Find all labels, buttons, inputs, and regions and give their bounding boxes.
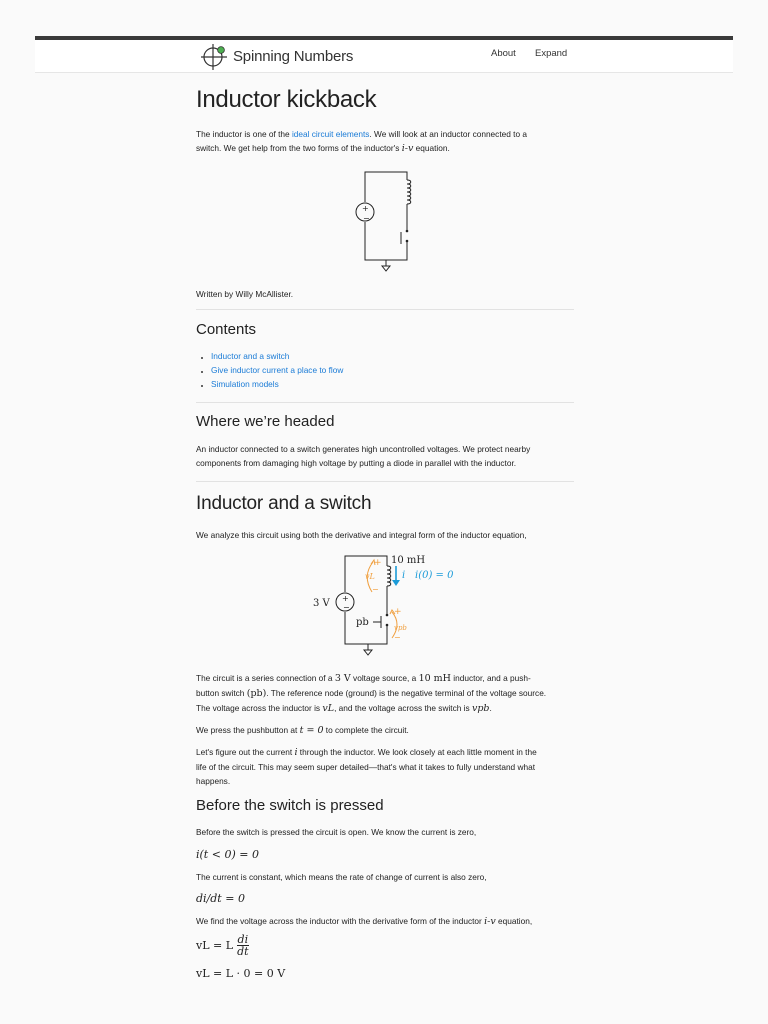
contents-item [211,377,343,391]
constant-paragraph: The current is constant, which means the rate of change of current is also zero, [196,872,487,882]
nav-link-expand[interactable]: Expand [535,48,568,59]
current-label: i [402,570,406,581]
press-paragraph: We press the pushbutton at t = 0 to complete the circuit. [196,725,409,736]
divider [196,481,574,482]
brand-name: Spinning Numbers [233,47,354,65]
initial-current-label: i(0) = 0 [415,570,454,581]
toc-link-current-place[interactable]: Give inductor current a place to flow [211,365,344,375]
contents-item [211,363,343,377]
intro-paragraph: The inductor is one of the ideal circuit elements. We will look at an inductor connected to a switch. We get help from the two forms of the inductor's i-v equation. [196,129,527,154]
section-heading-inductor-switch: Inductor and a switch [196,493,372,514]
brand[interactable] [200,40,353,72]
svg-text:−: − [363,214,370,223]
figure-out-paragraph: Let's figure out the current i through the inductor. We look closely at each little moment in the life of the circuit. This may seem super detailed—that's what it takes to fully understand what happens. [196,747,537,786]
contents-heading: Contents [196,321,257,338]
open-paragraph: Before the switch is pressed the circuit is open. We know the current is zero, [196,827,477,837]
logo-icon [200,41,230,71]
equation-vl-derivative: vL = L $\frac{di}{dt}$ [196,933,249,958]
toc-link-simulation[interactable]: Simulation models [211,379,279,389]
svg-text:−: − [372,585,379,594]
svg-text:−: − [343,603,350,612]
byline: Written by Willy McAllister. [196,289,294,299]
svg-text:+: + [394,607,402,617]
contents-item [211,349,343,363]
divider [196,402,574,403]
section-heading-before-switch: Before the switch is pressed [196,797,384,814]
contents-list [196,349,343,391]
equation-didt-zero: di/dt = 0 [196,892,245,905]
annotated-circuit [310,552,460,662]
ideal-elements-link[interactable]: ideal circuit elements [291,129,370,139]
equation-vl-zero: vL = L · 0 = 0 V [196,967,286,980]
inductance-label: 10 mH [391,555,426,566]
svg-text:+: + [374,558,382,568]
svg-text:−: − [394,633,401,642]
toc-link-inductor-switch[interactable]: Inductor and a switch [211,351,290,361]
headed-paragraph: An inductor connected to a switch generates high uncontrolled voltages. We protect nearby components from damaging high voltage by putting a diode in parallel with the inductor. [196,444,531,468]
find-voltage-paragraph: We find the voltage across the inductor with the derivative form of the inductor i-v equation, [196,916,533,927]
navbar [35,40,733,73]
equation-i-zero: i(t < 0) = 0 [196,848,259,861]
svg-text:+: + [362,204,369,213]
inductor-switch-circuit [351,170,421,274]
switch-label: pb [356,617,369,628]
source-label: 3 V [313,598,330,609]
divider [196,309,574,310]
vpb-label: vpb [394,624,407,632]
description-paragraph: The circuit is a series connection of a 3 V voltage source, a 10 mH inductor, and a push- button switch (pb). The reference node (ground) is the negative terminal of the voltage source. The voltage across the inductor is vL, and the voltage across the switch is vpb. [196,673,547,714]
headed-heading: Where we’re headed [196,413,335,430]
analyze-paragraph: We analyze this circuit using both the derivative and integral form of the inductor equation, [196,530,527,540]
page-title: Inductor kickback [196,86,377,113]
vl-label: vL [365,572,375,581]
svg-text:+: + [342,594,349,603]
nav-link-about[interactable]: About [491,48,516,59]
